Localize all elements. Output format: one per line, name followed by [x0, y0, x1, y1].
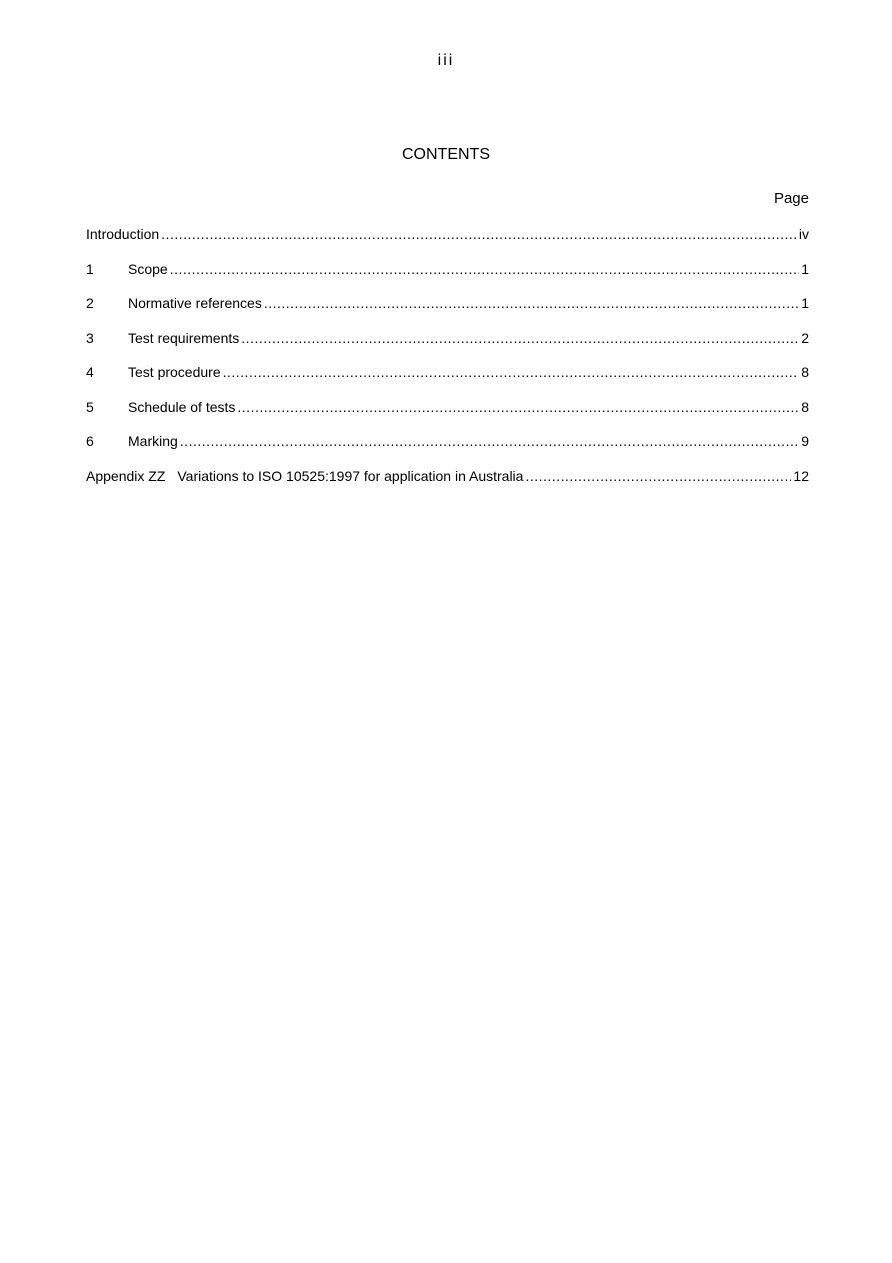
toc-entry-title: Normative references: [128, 295, 262, 311]
toc-entry-introduction[interactable]: [86, 224, 809, 259]
toc-entry-normative-references[interactable]: [86, 293, 809, 328]
toc-entry-appendix-zz[interactable]: [86, 466, 809, 501]
dot-leader: [180, 431, 799, 451]
toc-entry-page: 9: [801, 433, 809, 449]
dot-leader: [241, 328, 799, 348]
toc-entry-title: Scope: [128, 260, 168, 277]
toc-entry-title: Schedule of tests: [128, 398, 236, 415]
toc-entry-number: 2: [86, 295, 94, 311]
dot-leader: [161, 224, 797, 244]
contents-heading: CONTENTS: [402, 146, 490, 163]
dot-leader: [170, 259, 800, 279]
toc-entry-number: 5: [86, 398, 94, 415]
table-of-contents: [86, 224, 809, 500]
page-column-label: Page: [773, 190, 809, 207]
toc-entry-number: 4: [86, 364, 94, 380]
toc-entry-title: Test procedure: [128, 364, 221, 380]
toc-entry-scope[interactable]: [86, 259, 809, 294]
toc-entry-page: 2: [801, 329, 809, 346]
toc-entry-schedule-of-tests[interactable]: [86, 397, 809, 432]
toc-entry-number: 3: [86, 329, 94, 346]
toc-entry-page: 8: [801, 364, 809, 380]
toc-entry-test-procedure[interactable]: [86, 362, 809, 397]
toc-entry-page: 8: [801, 398, 809, 415]
toc-entry-title: Test requirements: [128, 329, 240, 346]
toc-entry-number: 6: [86, 433, 94, 449]
dot-leader: [525, 466, 791, 486]
toc-entry-marking[interactable]: [86, 431, 809, 466]
toc-entry-page: iv: [798, 226, 809, 242]
toc-entry-page: 12: [793, 467, 809, 484]
toc-entry-number: 1: [86, 260, 94, 277]
toc-entry-test-requirements[interactable]: [86, 328, 809, 363]
toc-entry-page: 1: [801, 260, 809, 277]
toc-entry-appendix-label: Appendix ZZ: [86, 467, 166, 484]
toc-entry-title: Introduction: [86, 226, 160, 242]
dot-leader: [237, 397, 799, 417]
toc-entry-title: Marking: [128, 433, 178, 449]
toc-entry-page: 1: [801, 295, 809, 311]
toc-entry-title: Variations to ISO 10525:1997 for application in Australia: [177, 467, 524, 484]
dot-leader: [264, 293, 799, 313]
dot-leader: [223, 362, 800, 382]
page-number: iii: [437, 52, 455, 69]
